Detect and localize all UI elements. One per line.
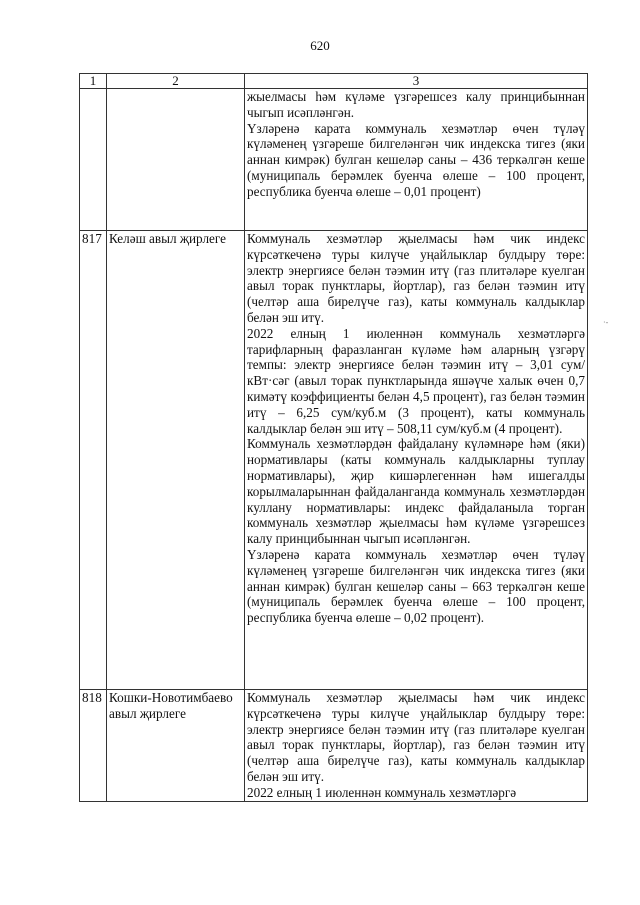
row-number: 817: [80, 231, 107, 690]
table-row: [80, 231, 588, 690]
description-paragraph: Үзләренә карата коммуналь хезмәтләр өчен түләү күләменең үзгәреше билгеләнгән чик индекска тигез (яки аннан кимрәк) булган кешеләр саны – 436 теркәлгән кеше (муниципаль берәмлек буенча өлеше – 100 процент, республика буенча өлеше – 0,01 процент): [247, 120, 585, 199]
row-description: [245, 89, 588, 231]
description-paragraph: Коммуналь хезмәтләр җыелмасы һәм чик индекс күрсәткеченә туры килүче уңайлыклар булдыру төре: электр энергиясе белән тәэмин итү (газ плитәләре куелган авыл торак пунктлары, йортлар), газ белән тәэмин итү (челтәр аша бирелүче газ), каты коммуналь калдыклар белән эш итү.: [247, 690, 585, 784]
description-paragraph: Коммуналь хезмәтләрдән файдалану күләмнәре һәм (яки) нормативлары (каты коммуналь калдыкларны туплау нормативлары), җир кишәрлегеннән һәм ишегалды корылмаларыннан файдаланганда коммуналь хезмәтләрдән куллану нормативлары: индекс файдаланыла торган коммуналь хезмәтләр җыелмасы һәм күләме үзгәрешсез калу принцибыннан чыгып исәпләнгән.: [247, 436, 585, 547]
settlement-name: Кошки-Новотимбаево авыл җирлеге: [107, 690, 245, 802]
table-row: [80, 690, 588, 802]
row-number: 818: [80, 690, 107, 802]
description-paragraph: 2022 елның 1 июленнән коммуналь хезмәтләргә: [247, 784, 517, 800]
row-number: [80, 89, 107, 231]
row-description: [245, 690, 588, 802]
settlement-name: Келәш авыл җирлеге: [107, 231, 245, 690]
description-paragraph: 2022 елның 1 июленнән коммуналь хезмәтләргә тарифларның фаразланган күләме һәм аларның үзгәрү темпы: электр энергиясе белән тәэмин итү – 3,01 сум/кВт·сәг (авыл торак пунктларында яшәүче халык өчен 0,7 кимәтү коэффициенты белән 4,5 процент), газ белән тәэмин итү – 6,25 сум/куб.м (3 процент), каты коммуналь калдыклар белән эш итү – 508,11 сум/куб.м (4 процент).: [247, 325, 585, 436]
settlement-name: [107, 89, 245, 231]
description-paragraph: Үзләренә карата коммуналь хезмәтләр өчен түләү күләменең үзгәреше билгеләнгән чик индекска тигез (яки аннан кимрәк) булган кешеләр саны – 663 теркәлгән кеше (муниципаль берәмлек буенча өлеше – 100 процент, республика буенча өлеше – 0,02 процент).: [247, 546, 585, 626]
table-header-row: [80, 74, 588, 89]
page-number: 620: [310, 38, 330, 53]
description-paragraph: жыелмасы һәм күләме үзгәрешсез калу принцибыннан чыгып исәпләнгән.: [247, 89, 585, 120]
header-col-2: 2: [107, 74, 245, 89]
header-col-3: 3: [245, 74, 588, 89]
tariff-table: [79, 73, 588, 802]
table-row: [80, 89, 588, 231]
header-col-1: 1: [80, 74, 107, 89]
scan-artifact-mark: ·-: [603, 318, 609, 327]
row-description: [245, 231, 588, 690]
description-paragraph: Коммуналь хезмәтләр җыелмасы һәм чик индекс күрсәткеченә туры килүче уңайлыклар булдыру төре: электр энергиясе белән тәэмин итү (газ плитәләре куелган авыл торак пунктлары, йортлар), газ белән тәэмин итү (челтәр аша бирелүче газ), каты коммуналь калдыклар белән эш итү.: [247, 231, 585, 325]
